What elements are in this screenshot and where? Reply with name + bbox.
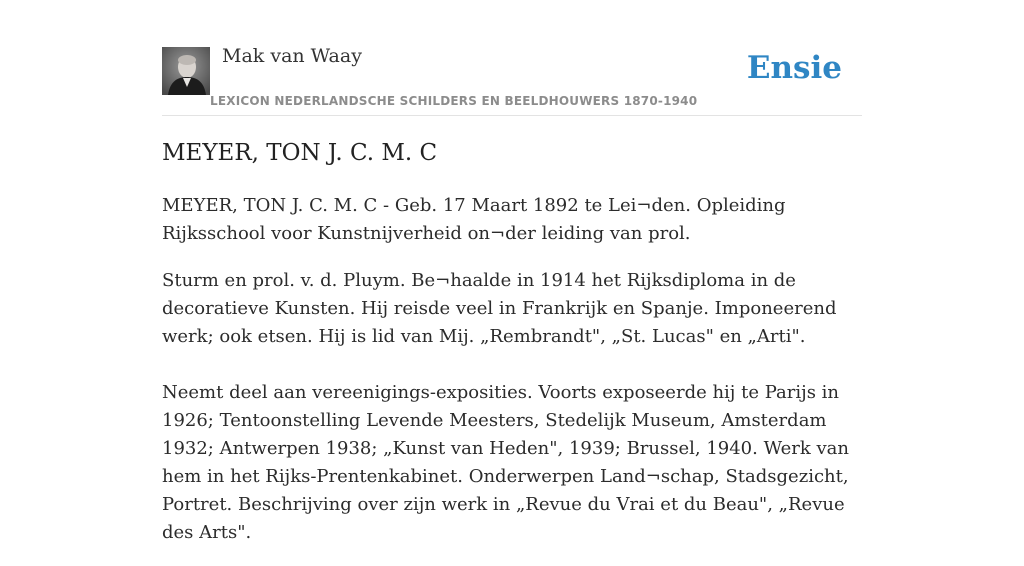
- article-body: [162, 192, 862, 566]
- article-paragraph: Neemt deel aan vereenigings-exposities. Voorts exposeerde hij te Parijs in 1926; Tentoonstelling Levende Meesters, Stedelijk Museum, Amsterdam 1932; Antwerpen 1938; „Kunst van Heden", 1939; Brussel, 1940. Werk van hem in het Rijks-Prentenkabinet. Onderwerpen Land¬schap, Stadsgezicht, Portret. Beschrijving over zijn werk in „Revue du Vrai et du Beau", „Revue des Arts".: [162, 382, 849, 543]
- brand-logo[interactable]: Ensie: [746, 50, 842, 86]
- page-header: [162, 0, 862, 116]
- article-paragraph: Sturm en prol. v. d. Pluym. Be¬haalde in 1914 het Rijksdiploma in de decoratieve Kunsten. Hij reisde veel in Frankrijk en Spanje. Imponeerend werk; ook etsen. Hij is lid van Mij. „Rembrandt", „St. Lucas" en „Arti".: [162, 270, 837, 347]
- content-container: [162, 0, 862, 543]
- author-avatar[interactable]: [162, 47, 210, 95]
- paragraph-spacer: [162, 351, 862, 379]
- collection-title[interactable]: LEXICON NEDERLANDSCHE SCHILDERS EN BEELDHOUWERS 1870-1940: [210, 94, 698, 108]
- article-paragraph: MEYER, TON J. C. M. C - Geb. 17 Maart 1892 te Lei¬den. Opleiding Rijksschool voor Kunstnijverheid on¬der leiding van prol.: [162, 195, 786, 244]
- article-title: MEYER, TON J. C. M. C: [162, 140, 438, 166]
- author-name[interactable]: Mak van Waay: [222, 45, 362, 67]
- portrait-icon: [162, 47, 210, 95]
